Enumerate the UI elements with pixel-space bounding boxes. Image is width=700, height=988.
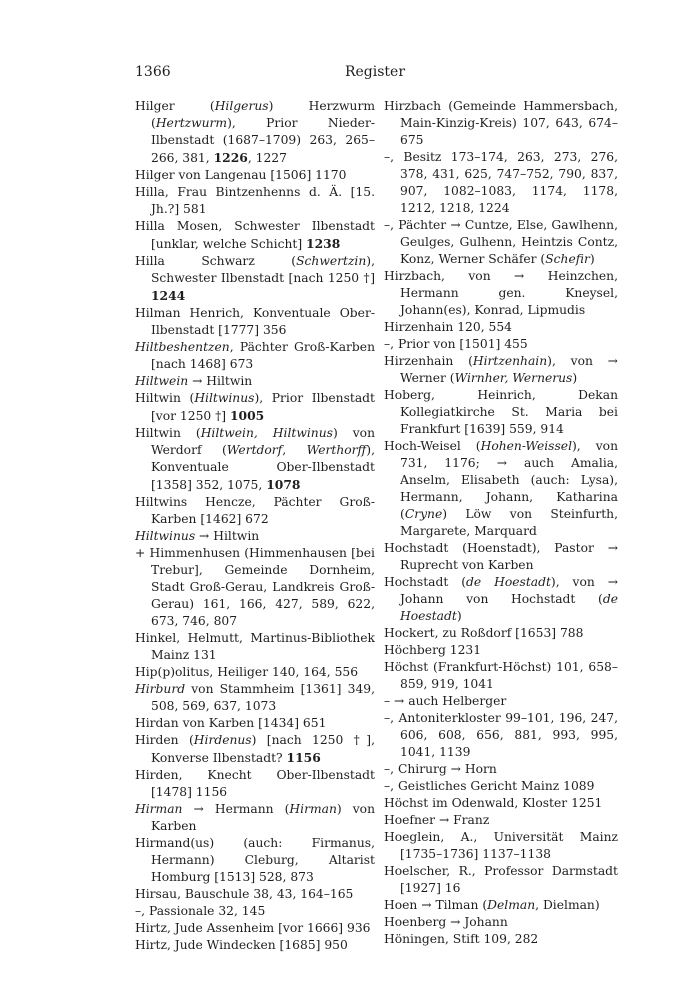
index-entry [135,167,375,184]
entry-text: –, Geistliches Gericht Mainz 1089 [384,779,595,793]
entry-text: Hirman [135,802,183,816]
entry-text: → Hermann ( [182,802,290,816]
index-entry [135,835,375,886]
entry-text: Hirtz, Jude Assenheim [vor 1666] 936 [135,921,371,935]
entry-text: 1226 [213,150,248,165]
index-entry [135,937,375,954]
index-entry [135,98,375,167]
index-entry [135,339,375,373]
index-entry [135,767,375,801]
entry-text: Hoen → Tilman ( [384,898,488,912]
entry-text: Hiltwin ( [135,426,201,440]
entry-text: Hirmand(us) (auch: Firmanus, Hermann) Cleburg, Altarist Homburg [1513] 528, 873 [135,836,375,884]
entry-text: Wirnher, Wernerus [454,371,573,385]
entry-text: Hiltwein [135,374,189,388]
index-entry [384,438,618,540]
index-entry [135,253,375,305]
entry-text: Hirtz, Jude Windecken [1685] 950 [135,938,348,952]
entry-text: Hirsau, Bauschule 38, 43, 164–165 [135,887,354,901]
entry-text: Hirzbach, von → Heinzchen, Hermann gen. Kneysel, Johann(es), Konrad, Lipmudis [384,269,618,317]
entry-text: – → auch Helberger [384,694,507,708]
entry-text: Hirman [289,802,337,816]
entry-text: Höningen, Stift 109, 282 [384,932,539,946]
entry-text: 1156 [286,750,321,765]
index-entry [384,812,618,829]
index-entry [384,319,618,336]
index-entry [135,528,375,545]
index-entry [384,642,618,659]
entry-text: Hilla Mosen, Schwester Ilbenstadt [unklar, welche Schicht] [135,219,375,251]
entry-text: , Pächter Groß-Karben [nach 1468] 673 [151,340,375,371]
index-entry [384,98,618,149]
entry-text: Hirzenhain ( [384,354,473,368]
entry-text: Höchst (Frankfurt-Höchst) 101, 658–859, 919, 1041 [384,660,618,691]
entry-text: de Hoestadt [400,592,618,623]
entry-text: Hilger von Langenau [1506] 1170 [135,168,347,182]
entry-text: Hochstadt (Hoenstadt), Pastor → Ruprecht von Karben [384,541,618,572]
entry-text: Hirden, Knecht Ober-Ilbenstadt [1478] 1156 [135,768,375,799]
index-entry [135,664,375,681]
entry-text: Hiltwinus [194,391,255,405]
index-entry [135,630,375,664]
entry-text: Höchst im Odenwald, Kloster 1251 [384,796,603,810]
entry-text: Hirzenhain 120, 554 [384,320,512,334]
entry-text: ) von Werdorf ( [151,426,375,457]
entry-text: Hirden ( [135,733,194,747]
index-column-right [384,98,618,948]
entry-text: ) Herzwurm ( [151,99,375,130]
index-entry [384,540,618,574]
entry-text: Hilgerus [214,99,269,113]
index-entry [135,390,375,425]
entry-text: Hirtzenhain [472,354,548,368]
index-entry [384,693,618,710]
index-entry [384,863,618,897]
entry-text: ), von → Johann von Hochstadt ( [400,575,618,606]
index-entry [135,425,375,494]
index-entry [384,931,618,948]
entry-text: Hiltwins Hencze, Pächter Groß-Karben [1462] 672 [135,495,375,526]
index-entry [384,149,618,217]
entry-text: de Hoestadt [466,575,551,589]
entry-text: Hirburd [135,682,186,696]
entry-text: ) [nach 1250 †], Konverse Ilbenstadt? [151,733,376,765]
entry-text: Hip(p)olitus, Heiliger 140, 164, 556 [135,665,359,679]
index-entry [135,886,375,903]
index-entry [135,715,375,732]
entry-text: Hoelscher, R., Professor Darmstadt [1927] 16 [384,864,618,895]
entry-text: Hilman Henrich, Konventuale Ober-Ilbenstadt [1777] 356 [135,306,375,337]
index-entry [384,914,618,931]
index-entry [135,184,375,218]
entry-text: ), Konventuale Ober-Ilbenstadt [1358] 352, 1075, [151,443,375,492]
entry-text: Hoch-Weisel ( [384,439,481,453]
entry-text: ) von Karben [151,802,375,833]
entry-text: –, Passionale 32, 145 [135,904,266,918]
entry-text: → Hiltwin [195,529,260,543]
index-entry [135,305,375,339]
entry-text: Hirdan von Karben [1434] 651 [135,716,327,730]
entry-text: Hirzbach (Gemeinde Hammersbach, Main-Kinzig-Kreis) 107, 643, 674–675 [384,99,618,147]
entry-text: 1078 [266,477,301,492]
entry-text: Hiltwein, Hiltwinus [200,426,333,440]
index-entry [384,897,618,914]
entry-text: Wertdorf [226,443,283,457]
entry-text: ), von 731, 1176; → auch Amalia, Anselm, Elisabeth (auch: Lysa), Hermann, Johann, Katharina ( [400,439,618,521]
entry-text: von Stammheim [1361] 349, 508, 569, 637, 1073 [151,682,375,713]
index-entry [135,545,375,630]
entry-text: Hoeglein, A., Universität Mainz [1735–1736] 1137–1138 [384,830,618,861]
entry-text: 1005 [230,408,265,423]
entry-text: Hinkel, Helmutt, Martinus-Bibliothek Mainz 131 [135,631,375,662]
index-entry [384,795,618,812]
entry-text: Hoberg, Heinrich, Dekan Kollegiatkirche St. Maria bei Frankfurt [1639] 559, 914 [384,388,618,436]
entry-text: –, Antoniterkloster 99–101, 196, 247, 606, 608, 656, 881, 993, 995, 1041, 1139 [384,711,618,759]
entry-text: Hiltwinus [135,529,196,543]
index-entry [384,761,618,778]
entry-text: Hilla Schwarz ( [135,254,297,268]
index-entry [384,778,618,795]
index-entry [135,920,375,937]
index-entry [384,387,618,438]
index-column-left [135,98,375,954]
entry-text: –, Pächter → Cuntze, Else, Gawlhenn, Geulges, Gulhenn, Heintzis Contz, Konz, Werner Schäfer ( [384,218,618,266]
page-number: 1366 [135,64,171,80]
entry-text: Hirdenus [193,733,252,747]
entry-text: 1244 [151,288,186,303]
entry-text: ) [572,371,578,385]
entry-text: + Himmenhusen (Himmenhausen [bei Trebur], Gemeinde Dornheim, Stadt Groß-Gerau, Landkreis Groß-Gerau) 161, 166, 427, 589, 622, 673, 746, 807 [135,546,375,628]
index-entry [384,625,618,642]
entry-text: 1238 [306,236,341,251]
entry-text: Hiltwin ( [135,391,195,405]
entry-text: Hoenberg → Johann [384,915,508,929]
index-entry [384,336,618,353]
entry-text: Hilla, Frau Bintzenhenns d. Ä. [15. Jh.?] 581 [135,185,375,216]
page-header [135,64,615,84]
entry-text: Hochstadt ( [384,575,467,589]
entry-text: Schwertzin [296,254,367,268]
index-entry [135,494,375,528]
index-entry [384,268,618,319]
entry-text: ) Löw von Steinfurth, Margarete, Marquard [400,507,618,538]
entry-text: Delman [487,898,536,912]
entry-text: Hilger ( [135,99,215,113]
index-entry [135,373,375,390]
entry-text: Werthorff [306,443,367,457]
running-head: Register [344,64,406,80]
entry-text: ), von → Werner ( [400,354,618,385]
entry-text: , [282,443,307,457]
entry-text: –, Chirurg → Horn [384,762,497,776]
entry-text: Cryne [404,507,443,521]
index-entry [384,353,618,387]
index-entry [135,801,375,835]
index-entry [384,710,618,761]
index-entry [135,681,375,715]
entry-text: ) [589,252,595,266]
entry-text: Hockert, zu Roßdorf [1653] 788 [384,626,584,640]
index-entry [135,732,375,767]
index-entry [384,217,618,268]
entry-text: ), Prior Nieder-Ilbenstadt (1687–1709) 263, 265–266, 381, [151,116,375,165]
entry-text: Höchberg 1231 [384,643,482,657]
index-entry [384,659,618,693]
index-entry [384,829,618,863]
entry-text: –, Besitz 173–174, 263, 273, 276, 378, 431, 625, 747–752, 790, 837, 907, 1082–1083, 1174, 1178, 1212, 1218, 1224 [384,150,618,215]
index-entry [135,903,375,920]
index-entry [384,574,618,625]
entry-text: ), Schwester Ilbenstadt [nach 1250 †] [151,254,375,285]
entry-text: ), Prior Ilbenstadt [vor 1250 †] [151,391,375,423]
entry-text: , Dielman) [535,898,600,912]
entry-text: Schefir [545,252,590,266]
index-entry [135,218,375,253]
entry-text: Hohen-Weissel [480,439,572,453]
entry-text: –, Prior von [1501] 455 [384,337,528,351]
entry-text: Hoefner → Franz [384,813,490,827]
entry-text: → Hiltwin [188,374,253,388]
entry-text: Hertzwurm [155,116,228,130]
entry-text: , 1227 [247,151,287,165]
entry-text: ) [456,609,462,623]
entry-text: Hiltbeshentzen [135,340,230,354]
